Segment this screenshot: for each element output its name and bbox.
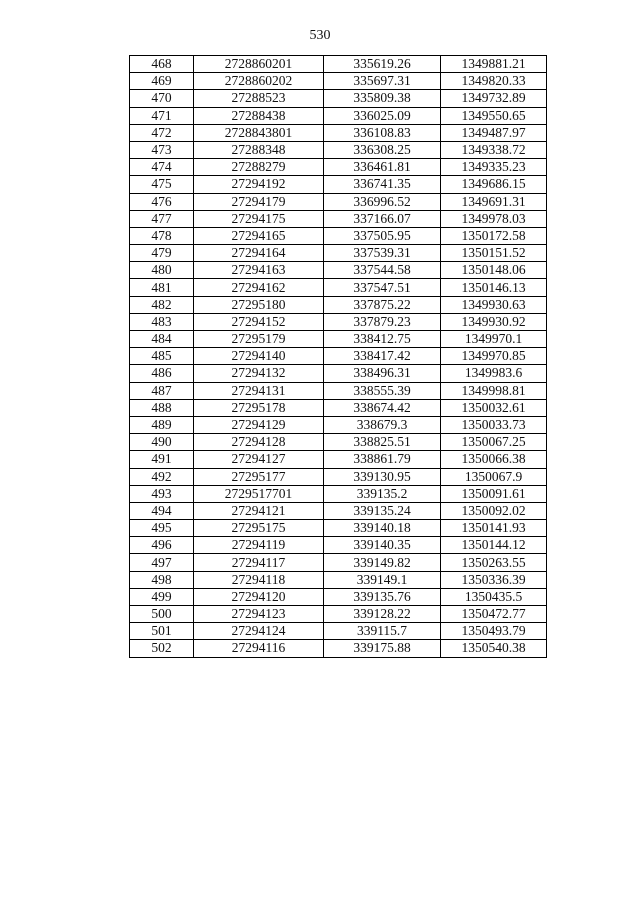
table-row <box>130 348 547 365</box>
point-id-cell: 27294120 <box>194 588 324 605</box>
y-coordinate-cell: 1349998.81 <box>441 382 547 399</box>
x-coordinate-cell: 338417.42 <box>324 348 441 365</box>
point-number-cell: 497 <box>130 554 194 571</box>
x-coordinate-cell: 335697.31 <box>324 73 441 90</box>
x-coordinate-cell: 338555.39 <box>324 382 441 399</box>
point-number-cell: 486 <box>130 365 194 382</box>
table-row <box>130 227 547 244</box>
point-number-cell: 499 <box>130 588 194 605</box>
table-row <box>130 56 547 73</box>
table-row <box>130 313 547 330</box>
y-coordinate-cell: 1350336.39 <box>441 571 547 588</box>
x-coordinate-cell: 336741.35 <box>324 176 441 193</box>
x-coordinate-cell: 339140.35 <box>324 537 441 554</box>
x-coordinate-cell: 337879.23 <box>324 313 441 330</box>
y-coordinate-cell: 1349930.63 <box>441 296 547 313</box>
point-number-cell: 478 <box>130 227 194 244</box>
x-coordinate-cell: 338412.75 <box>324 331 441 348</box>
x-coordinate-cell: 339135.24 <box>324 502 441 519</box>
y-coordinate-cell: 1350435.5 <box>441 588 547 605</box>
point-id-cell: 27294152 <box>194 313 324 330</box>
y-coordinate-cell: 1349487.97 <box>441 124 547 141</box>
y-coordinate-cell: 1350033.73 <box>441 416 547 433</box>
y-coordinate-cell: 1350066.38 <box>441 451 547 468</box>
point-id-cell: 27294140 <box>194 348 324 365</box>
x-coordinate-cell: 339175.88 <box>324 640 441 657</box>
point-number-cell: 475 <box>130 176 194 193</box>
point-id-cell: 27294128 <box>194 434 324 451</box>
table-row <box>130 73 547 90</box>
table-row <box>130 537 547 554</box>
y-coordinate-cell: 1350141.93 <box>441 520 547 537</box>
point-number-cell: 472 <box>130 124 194 141</box>
point-id-cell: 27294121 <box>194 502 324 519</box>
point-id-cell: 27294129 <box>194 416 324 433</box>
y-coordinate-cell: 1350067.25 <box>441 434 547 451</box>
x-coordinate-cell: 337166.07 <box>324 210 441 227</box>
point-number-cell: 479 <box>130 245 194 262</box>
x-coordinate-cell: 339149.1 <box>324 571 441 588</box>
table-row <box>130 365 547 382</box>
y-coordinate-cell: 1349335.23 <box>441 159 547 176</box>
point-number-cell: 502 <box>130 640 194 657</box>
point-number-cell: 498 <box>130 571 194 588</box>
y-coordinate-cell: 1350146.13 <box>441 279 547 296</box>
point-id-cell: 27294164 <box>194 245 324 262</box>
point-id-cell: 27295175 <box>194 520 324 537</box>
table-row <box>130 485 547 502</box>
table-row <box>130 399 547 416</box>
point-number-cell: 477 <box>130 210 194 227</box>
x-coordinate-cell: 336108.83 <box>324 124 441 141</box>
x-coordinate-cell: 339128.22 <box>324 606 441 623</box>
point-id-cell: 27294124 <box>194 623 324 640</box>
table-row <box>130 640 547 657</box>
point-number-cell: 484 <box>130 331 194 348</box>
table-row <box>130 588 547 605</box>
point-id-cell: 27295179 <box>194 331 324 348</box>
table-row <box>130 468 547 485</box>
point-id-cell: 27294192 <box>194 176 324 193</box>
x-coordinate-cell: 339135.2 <box>324 485 441 502</box>
y-coordinate-cell: 1350032.61 <box>441 399 547 416</box>
point-id-cell: 27294132 <box>194 365 324 382</box>
x-coordinate-cell: 339149.82 <box>324 554 441 571</box>
y-coordinate-cell: 1349820.33 <box>441 73 547 90</box>
point-number-cell: 474 <box>130 159 194 176</box>
table-row <box>130 159 547 176</box>
point-id-cell: 27294116 <box>194 640 324 657</box>
y-coordinate-cell: 1350067.9 <box>441 468 547 485</box>
y-coordinate-cell: 1350092.02 <box>441 502 547 519</box>
point-id-cell: 27294119 <box>194 537 324 554</box>
table-row <box>130 193 547 210</box>
point-id-cell: 27288523 <box>194 90 324 107</box>
x-coordinate-cell: 338674.42 <box>324 399 441 416</box>
point-id-cell: 27295177 <box>194 468 324 485</box>
point-id-cell: 2729517701 <box>194 485 324 502</box>
point-number-cell: 492 <box>130 468 194 485</box>
point-id-cell: 27294165 <box>194 227 324 244</box>
point-number-cell: 491 <box>130 451 194 468</box>
x-coordinate-cell: 338861.79 <box>324 451 441 468</box>
point-id-cell: 27295178 <box>194 399 324 416</box>
table-row <box>130 124 547 141</box>
table-row <box>130 331 547 348</box>
table-row <box>130 296 547 313</box>
point-number-cell: 476 <box>130 193 194 210</box>
point-number-cell: 490 <box>130 434 194 451</box>
point-id-cell: 2728860202 <box>194 73 324 90</box>
coordinates-table-body <box>130 56 547 658</box>
point-id-cell: 2728860201 <box>194 56 324 73</box>
page-number: 530 <box>309 28 331 43</box>
point-id-cell: 27295180 <box>194 296 324 313</box>
point-number-cell: 468 <box>130 56 194 73</box>
y-coordinate-cell: 1350472.77 <box>441 606 547 623</box>
table-row <box>130 176 547 193</box>
y-coordinate-cell: 1349881.21 <box>441 56 547 73</box>
x-coordinate-cell: 335619.26 <box>324 56 441 73</box>
point-number-cell: 470 <box>130 90 194 107</box>
point-number-cell: 488 <box>130 399 194 416</box>
x-coordinate-cell: 339140.18 <box>324 520 441 537</box>
point-id-cell: 27294117 <box>194 554 324 571</box>
point-number-cell: 493 <box>130 485 194 502</box>
y-coordinate-cell: 1349978.03 <box>441 210 547 227</box>
table-row <box>130 623 547 640</box>
table-row <box>130 90 547 107</box>
point-id-cell: 27288279 <box>194 159 324 176</box>
x-coordinate-cell: 336996.52 <box>324 193 441 210</box>
table-row <box>130 107 547 124</box>
x-coordinate-cell: 339135.76 <box>324 588 441 605</box>
point-number-cell: 489 <box>130 416 194 433</box>
x-coordinate-cell: 335809.38 <box>324 90 441 107</box>
point-number-cell: 471 <box>130 107 194 124</box>
table-row <box>130 571 547 588</box>
y-coordinate-cell: 1349970.85 <box>441 348 547 365</box>
point-id-cell: 2728843801 <box>194 124 324 141</box>
point-id-cell: 27294162 <box>194 279 324 296</box>
y-coordinate-cell: 1349338.72 <box>441 141 547 158</box>
y-coordinate-cell: 1350263.55 <box>441 554 547 571</box>
table-row <box>130 262 547 279</box>
point-id-cell: 27294175 <box>194 210 324 227</box>
x-coordinate-cell: 336308.25 <box>324 141 441 158</box>
point-number-cell: 495 <box>130 520 194 537</box>
y-coordinate-cell: 1350151.52 <box>441 245 547 262</box>
point-number-cell: 494 <box>130 502 194 519</box>
x-coordinate-cell: 337505.95 <box>324 227 441 244</box>
y-coordinate-cell: 1350493.79 <box>441 623 547 640</box>
table-row <box>130 554 547 571</box>
x-coordinate-cell: 338496.31 <box>324 365 441 382</box>
point-id-cell: 27294131 <box>194 382 324 399</box>
table-row <box>130 606 547 623</box>
point-number-cell: 485 <box>130 348 194 365</box>
x-coordinate-cell: 339115.7 <box>324 623 441 640</box>
point-number-cell: 483 <box>130 313 194 330</box>
y-coordinate-cell: 1349686.15 <box>441 176 547 193</box>
point-id-cell: 27294118 <box>194 571 324 588</box>
point-id-cell: 27288438 <box>194 107 324 124</box>
x-coordinate-cell: 338825.51 <box>324 434 441 451</box>
y-coordinate-cell: 1350144.12 <box>441 537 547 554</box>
table-row <box>130 210 547 227</box>
x-coordinate-cell: 339130.95 <box>324 468 441 485</box>
point-number-cell: 487 <box>130 382 194 399</box>
table-row <box>130 279 547 296</box>
y-coordinate-cell: 1349691.31 <box>441 193 547 210</box>
table-row <box>130 451 547 468</box>
y-coordinate-cell: 1350148.06 <box>441 262 547 279</box>
table-row <box>130 520 547 537</box>
y-coordinate-cell: 1349550.65 <box>441 107 547 124</box>
y-coordinate-cell: 1349983.6 <box>441 365 547 382</box>
x-coordinate-cell: 337547.51 <box>324 279 441 296</box>
coordinates-table <box>129 55 547 658</box>
table-row <box>130 434 547 451</box>
x-coordinate-cell: 337544.58 <box>324 262 441 279</box>
x-coordinate-cell: 336461.81 <box>324 159 441 176</box>
point-id-cell: 27294179 <box>194 193 324 210</box>
point-number-cell: 469 <box>130 73 194 90</box>
point-number-cell: 480 <box>130 262 194 279</box>
point-id-cell: 27294123 <box>194 606 324 623</box>
point-number-cell: 501 <box>130 623 194 640</box>
y-coordinate-cell: 1349930.92 <box>441 313 547 330</box>
point-id-cell: 27294163 <box>194 262 324 279</box>
y-coordinate-cell: 1349970.1 <box>441 331 547 348</box>
table-row <box>130 382 547 399</box>
y-coordinate-cell: 1350172.58 <box>441 227 547 244</box>
point-number-cell: 482 <box>130 296 194 313</box>
point-number-cell: 473 <box>130 141 194 158</box>
point-id-cell: 27288348 <box>194 141 324 158</box>
y-coordinate-cell: 1350091.61 <box>441 485 547 502</box>
y-coordinate-cell: 1349732.89 <box>441 90 547 107</box>
point-number-cell: 481 <box>130 279 194 296</box>
point-number-cell: 496 <box>130 537 194 554</box>
table-row <box>130 141 547 158</box>
table-row <box>130 245 547 262</box>
x-coordinate-cell: 336025.09 <box>324 107 441 124</box>
table-row <box>130 502 547 519</box>
point-number-cell: 500 <box>130 606 194 623</box>
table-row <box>130 416 547 433</box>
x-coordinate-cell: 338679.3 <box>324 416 441 433</box>
point-id-cell: 27294127 <box>194 451 324 468</box>
y-coordinate-cell: 1350540.38 <box>441 640 547 657</box>
x-coordinate-cell: 337875.22 <box>324 296 441 313</box>
x-coordinate-cell: 337539.31 <box>324 245 441 262</box>
